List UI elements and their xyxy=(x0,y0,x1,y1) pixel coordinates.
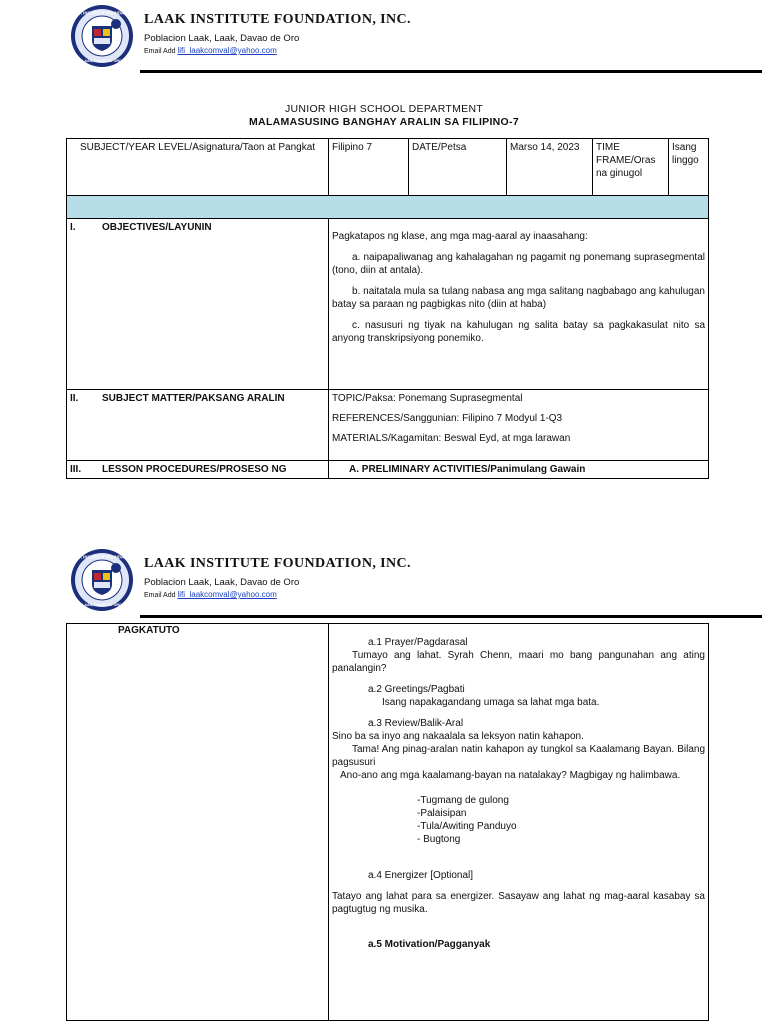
review-title: a.3 Review/Balik-Aral xyxy=(368,718,464,729)
objective-a: a. naipapaliwanag ang kahalagahan ng pagamit ng ponemang suprasegmental (tono, diin at antala). xyxy=(332,252,705,276)
subject-value: Filipino 7 xyxy=(329,139,409,196)
time-frame-value: Isang linggo xyxy=(669,139,709,196)
procedures-label-continued: PAGKATUTO xyxy=(67,624,329,1021)
subject-matter-content xyxy=(329,390,709,461)
procedures-num: III. xyxy=(70,464,82,475)
procedures-content xyxy=(329,624,709,1021)
procedures-row xyxy=(67,461,709,479)
greetings-title: a.2 Greetings/Pagbati xyxy=(368,684,465,695)
review-answer: Tama! Ang pinag-aralan natin kahapon ay tungkol sa Kaalamang Bayan. Bilang pagsusuri xyxy=(332,744,705,768)
shaded-spacer-row xyxy=(67,196,709,219)
objectives-label-cell xyxy=(67,219,329,390)
materials-line: MATERIALS/Kagamitan: Beswal Eyd, at mga larawan xyxy=(332,433,571,444)
subject-matter-label: SUBJECT MATTER/PAKSANG ARALIN xyxy=(102,393,285,404)
org-email-line xyxy=(144,46,277,55)
info-row xyxy=(67,139,709,196)
procedures-continued-row xyxy=(67,624,709,1021)
svg-text:LAAK, DAVAO DE ORO: LAAK, DAVAO DE ORO xyxy=(82,603,122,607)
letterhead xyxy=(0,0,768,74)
email-link[interactable]: lifi_laakcomval@yahoo.com xyxy=(177,46,277,55)
header-rule xyxy=(140,615,762,618)
review-list-item: -Palaisipan xyxy=(417,808,467,819)
greetings-text: Isang napakagandang umaga sa lahat mga bata. xyxy=(382,697,600,708)
document-title: MALAMASUSING BANGHAY ARALIN SA FILIPINO-7 xyxy=(249,116,519,128)
letterhead-page-2 xyxy=(0,544,768,618)
review-question: Sino ba sa inyo ang nakaalala sa leksyon natin kahapon. xyxy=(332,731,584,742)
subject-label: SUBJECT/YEAR LEVEL/Asignatura/Taon at Pangkat xyxy=(67,139,329,196)
objective-c: c. nasusuri ng tiyak na kahulugan ng salita batay sa pagkakasulat nito sa anyong transkripsiyong ponemiko. xyxy=(332,320,705,344)
objectives-intro: Pagkatapos ng klase, ang mga mag-aaral ay inaasahang: xyxy=(332,231,588,242)
motivation-title: a.5 Motivation/Pagganyak xyxy=(368,939,491,950)
subject-matter-row xyxy=(67,390,709,461)
topic-line: TOPIC/Paksa: Ponemang Suprasegmental xyxy=(332,393,523,404)
objective-b: b. naitatala mula sa tulang nabasa ang mga salitang nagbabago ang kahulugan batay sa paraan ng pagbigkas nito (diin at haba) xyxy=(332,286,705,310)
lesson-plan-table xyxy=(66,138,709,479)
procedures-heading: A. PRELIMINARY ACTIVITIES/Panimulang Gawain xyxy=(329,461,709,479)
org-email-line xyxy=(144,590,277,599)
objectives-num: I. xyxy=(70,222,76,233)
time-frame-label: TIME FRAME/Oras na ginugol xyxy=(593,139,669,196)
energizer-text: Tatayo ang lahat para sa energizer. Sasayaw ang lahat ng mag-aaral kasabay sa pagtugtug ng musika. xyxy=(332,891,705,915)
objectives-row xyxy=(67,219,709,390)
date-label: DATE/Petsa xyxy=(409,139,507,196)
header-rule xyxy=(140,70,762,73)
procedures-label-cell xyxy=(67,461,329,479)
email-label: Email Add xyxy=(144,48,176,55)
references-line: REFERENCES/Sanggunian: Filipino 7 Modyul 1-Q3 xyxy=(332,413,563,424)
objectives-content xyxy=(329,219,709,390)
prayer-text: Tumayo ang lahat. Syrah Chenn, maari mo bang pangunahan ang ating panalangin? xyxy=(332,650,705,674)
review-list-item: -Tugmang de gulong xyxy=(417,795,509,806)
subject-matter-label-cell xyxy=(67,390,329,461)
svg-text:LAAK INSTITUTE FOUNDATION: LAAK INSTITUTE FOUNDATION xyxy=(70,10,134,16)
procedures-label: LESSON PROCEDURES/PROSESO NG xyxy=(102,464,287,475)
objectives-label: OBJECTIVES/LAYUNIN xyxy=(102,222,212,233)
org-name: LAAK INSTITUTE FOUNDATION, INC. xyxy=(144,12,411,27)
school-seal-logo xyxy=(70,548,134,612)
org-address: Poblacion Laak, Laak, Davao de Oro xyxy=(144,577,300,588)
date-value: Marso 14, 2023 xyxy=(507,139,593,196)
review-ask: Ano-ano ang mga kaalamang-bayan na natalakay? Magbigay ng halimbawa. xyxy=(340,770,681,781)
org-address: Poblacion Laak, Laak, Davao de Oro xyxy=(144,33,300,44)
lesson-procedures-table xyxy=(66,623,709,1021)
subject-matter-num: II. xyxy=(70,393,79,404)
email-link[interactable]: lifi_laakcomval@yahoo.com xyxy=(177,590,277,599)
department-label: JUNIOR HIGH SCHOOL DEPARTMENT xyxy=(284,103,484,115)
org-name: LAAK INSTITUTE FOUNDATION, INC. xyxy=(144,556,411,571)
school-seal-logo xyxy=(70,4,134,68)
svg-text:LAAK INSTITUTE FOUNDATION: LAAK INSTITUTE FOUNDATION xyxy=(70,554,134,560)
svg-text:LAAK, DAVAO DE ORO: LAAK, DAVAO DE ORO xyxy=(82,59,122,63)
review-list-item: -Tula/Awiting Panduyo xyxy=(417,821,517,832)
prayer-title: a.1 Prayer/Pagdarasal xyxy=(368,637,468,648)
review-list-item: - Bugtong xyxy=(417,834,461,845)
email-label: Email Add xyxy=(144,592,176,599)
energizer-title: a.4 Energizer [Optional] xyxy=(368,870,474,881)
